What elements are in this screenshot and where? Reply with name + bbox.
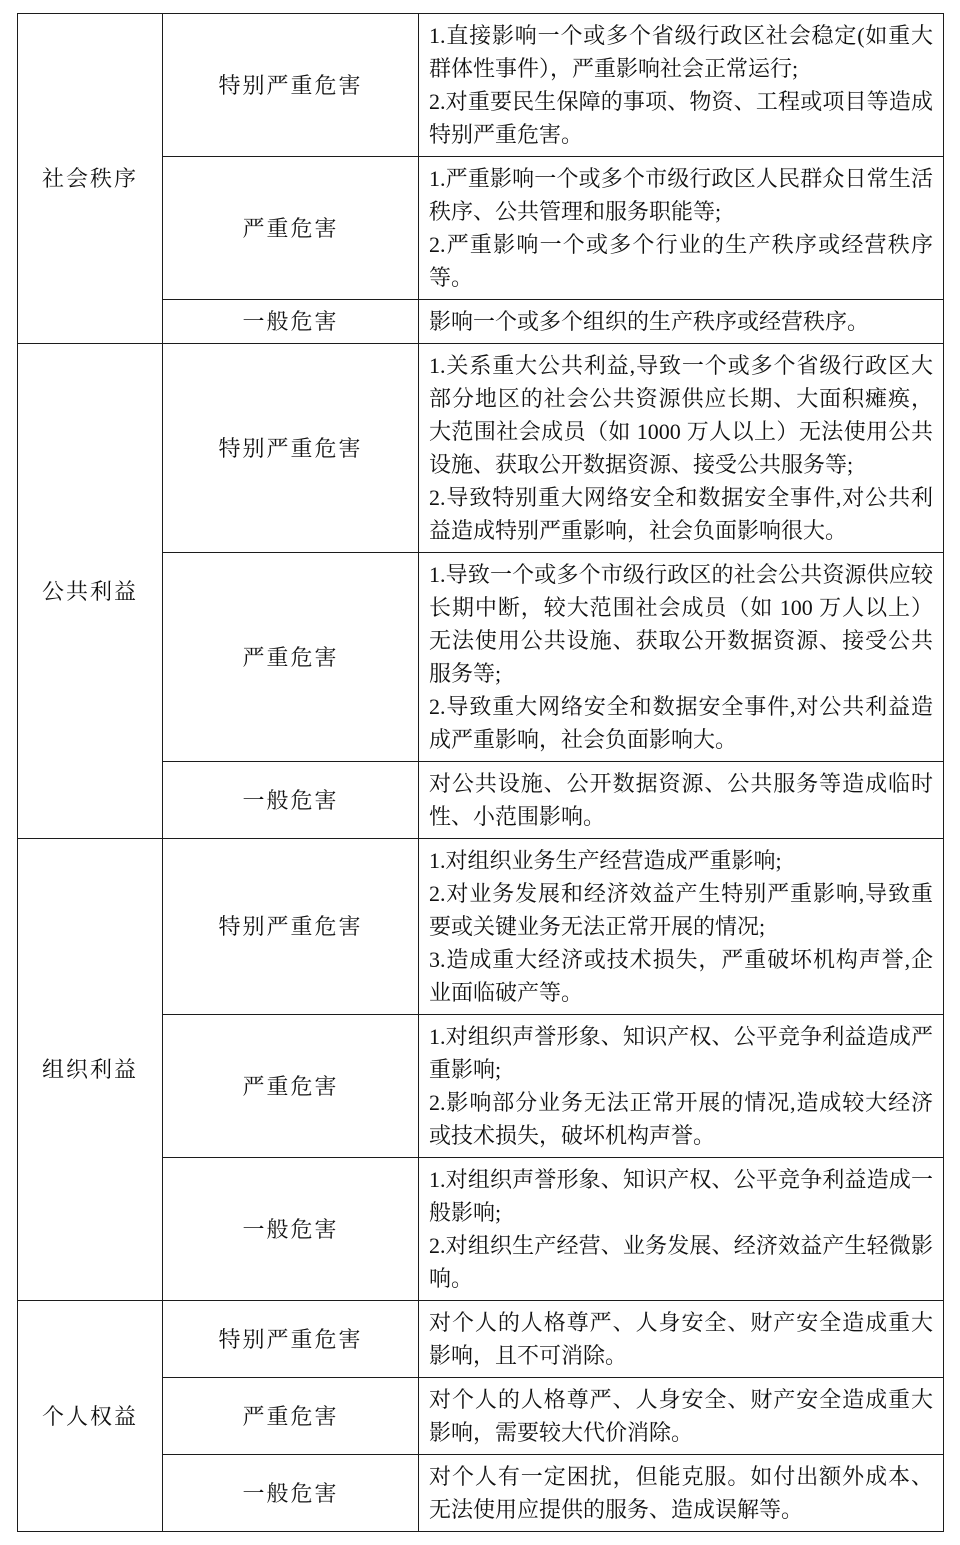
description-item: 2.对业务发展和经济效益产生特别严重影响,导致重要或关键业务无法正常开展的情况; [429, 881, 933, 939]
severity-cell [163, 553, 419, 762]
category-label: 社会秩序 [41, 166, 138, 191]
table-row [18, 344, 944, 553]
description-item: 3.造成重大经济或技术损失，严重破坏机构声誉,企业面临破产等。 [429, 947, 933, 1005]
severity-cell [163, 14, 419, 157]
table-row [18, 1301, 944, 1378]
description-item: 2.对重要民生保障的事项、物资、工程或项目等造成特别严重危害。 [429, 89, 933, 147]
severity-label: 一般危害 [242, 309, 339, 334]
severity-cell [163, 300, 419, 344]
description-item: 1.严重影响一个或多个市级行政区人民群众日常生活秩序、公共管理和服务职能等; [429, 166, 933, 224]
severity-label: 严重危害 [242, 215, 339, 241]
category-cell [18, 14, 163, 344]
severity-label: 特别严重危害 [218, 72, 363, 98]
severity-label: 一般危害 [242, 1216, 339, 1242]
severity-cell [163, 157, 419, 300]
description-item: 2.影响部分业务无法正常开展的情况,造成较大经济或技术损失，破坏机构声誉。 [429, 1090, 933, 1148]
description-item: 1.关系重大公共利益,导致一个或多个省级行政区大部分地区的社会公共资源供应长期、大面积瘫痪，大范围社会成员（如 1000 万人以上）无法使用公共设施、获取公开数据资源、接受公共服务等; [429, 353, 933, 477]
severity-label: 严重危害 [242, 1073, 339, 1099]
description-item: 2.导致特别重大网络安全和数据安全事件,对公共利益造成特别严重影响，社会负面影响很大。 [429, 485, 933, 543]
severity-label: 严重危害 [242, 644, 339, 670]
severity-cell [163, 344, 419, 553]
description-item: 1.对组织声誉形象、知识产权、公平竞争利益造成严重影响; [429, 1024, 933, 1082]
description-cell [419, 1378, 944, 1455]
severity-cell [163, 1455, 419, 1532]
description-cell [419, 157, 944, 300]
description-item: 影响一个或多个组织的生产秩序或经营秩序。 [429, 309, 870, 334]
category-label: 个人权益 [41, 1403, 138, 1429]
description-item: 1.对组织业务生产经营造成严重影响; [429, 848, 782, 873]
severity-cell [163, 762, 419, 839]
description-item: 对个人的人格尊严、人身安全、财产安全造成重大影响，需要较大代价消除。 [429, 1387, 933, 1445]
category-cell [18, 344, 163, 839]
category-label: 公共利益 [41, 578, 138, 604]
category-label: 组织利益 [41, 1057, 138, 1082]
description-item: 对公共设施、公开数据资源、公共服务等造成临时性、小范围影响。 [429, 771, 933, 829]
severity-label: 特别严重危害 [218, 435, 363, 461]
description-cell [419, 1455, 944, 1532]
description-cell [419, 1015, 944, 1158]
severity-cell [163, 1301, 419, 1378]
description-cell [419, 553, 944, 762]
description-cell [419, 839, 944, 1015]
severity-label: 特别严重危害 [218, 914, 363, 939]
severity-label: 特别严重危害 [218, 1326, 363, 1352]
table-row [18, 14, 944, 157]
description-cell [419, 762, 944, 839]
severity-cell [163, 1158, 419, 1301]
description-item: 1.导致一个或多个市级行政区的社会公共资源供应较长期中断，较大范围社会成员（如 100 万人以上）无法使用公共设施、获取公开数据资源、接受公共服务等; [429, 562, 933, 686]
description-cell [419, 344, 944, 553]
description-item: 1.对组织声誉形象、知识产权、公平竞争利益造成一般影响; [429, 1167, 933, 1225]
severity-cell [163, 839, 419, 1015]
severity-label: 一般危害 [242, 787, 339, 813]
category-cell [18, 839, 163, 1301]
description-item: 对个人的人格尊严、人身安全、财产安全造成重大影响，且不可消除。 [429, 1310, 933, 1368]
severity-label: 一般危害 [242, 1480, 339, 1506]
description-cell [419, 1158, 944, 1301]
harm-level-table [17, 13, 944, 1532]
description-item: 2.导致重大网络安全和数据安全事件,对公共利益造成严重影响，社会负面影响大。 [429, 694, 933, 752]
description-cell [419, 1301, 944, 1378]
description-item: 对个人有一定困扰，但能克服。如付出额外成本、无法使用应提供的服务、造成误解等。 [429, 1464, 933, 1522]
description-item: 1.直接影响一个或多个省级行政区社会稳定(如重大群体性事件），严重影响社会正常运行; [429, 23, 933, 81]
description-cell [419, 14, 944, 157]
description-cell [419, 300, 944, 344]
description-item: 2.严重影响一个或多个行业的生产秩序或经营秩序等。 [429, 232, 933, 290]
severity-cell [163, 1015, 419, 1158]
severity-cell [163, 1378, 419, 1455]
description-item: 2.对组织生产经营、业务发展、经济效益产生轻微影响。 [429, 1233, 933, 1291]
severity-label: 严重危害 [242, 1403, 339, 1429]
table-row [18, 839, 944, 1015]
category-cell [18, 1301, 163, 1532]
